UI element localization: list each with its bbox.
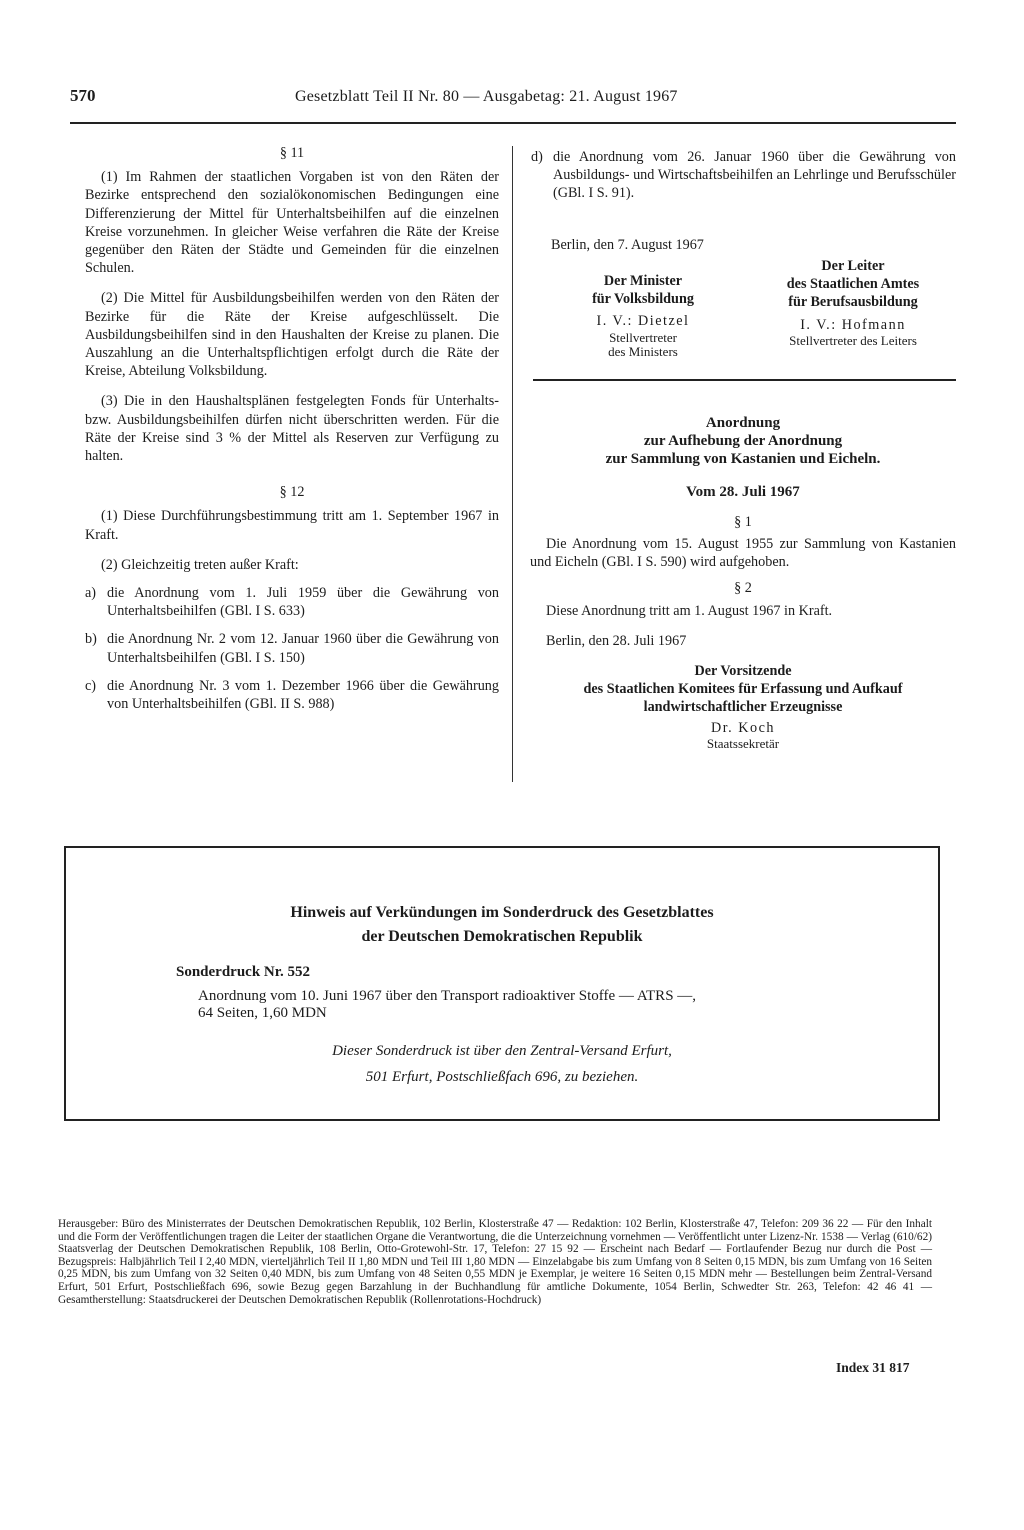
sig-title-2: des Staatlichen Amtes bbox=[786, 276, 920, 293]
section-12-paragraph-1: (1) Diese Durchführungsbestimmung tritt am 1. September 1967 in Kraft. bbox=[85, 508, 499, 543]
list-item bbox=[85, 630, 499, 666]
list-item bbox=[85, 584, 499, 620]
anordnung-title-1: Anordnung bbox=[705, 415, 781, 431]
sig-role-1: Stellvertreter bbox=[609, 329, 677, 345]
list-item-text: die Anordnung vom 26. Januar 1960 über die Gewährung von Ausbildungs- und Wirtschaftsbeihilfen an Lehrlinge und Berufsschüler (GBl. I S. 91). bbox=[553, 149, 956, 202]
list-item bbox=[85, 677, 499, 713]
anordnung-block bbox=[530, 414, 956, 751]
sig-title-2: für Volksbildung bbox=[592, 291, 694, 308]
imprint bbox=[58, 1218, 932, 1306]
list-item-label: c) bbox=[85, 677, 97, 694]
notice-italic-1: Dieser Sonderdruck ist über den Zentral-Versand Erfurt, bbox=[332, 1043, 672, 1059]
index-number: Index 31 817 bbox=[836, 1360, 910, 1375]
sonderdruck-notice-box bbox=[64, 846, 940, 1121]
list-item-label: a) bbox=[85, 585, 97, 602]
date-line-2: Berlin, den 28. Juli 1967 bbox=[546, 632, 687, 649]
list-item-text: die Anordnung Nr. 2 vom 12. Januar 1960 über die Gewährung von Unterhaltsbeihilfen (GBl. I S. 150) bbox=[107, 631, 499, 666]
header-rule bbox=[70, 122, 956, 124]
signature-minister bbox=[553, 272, 733, 359]
section-2-heading: § 2 bbox=[734, 580, 752, 597]
sig-role-2: des Ministers bbox=[608, 343, 678, 359]
sig2-role: Staatssekretär bbox=[706, 735, 780, 751]
section-11-paragraph-1: (1) Im Rahmen der staatlichen Vorgaben ist von den Räten der Bezirke entsprechend den sozialökonomischen Bedingungen eine Differenzierung der Mittel für Unterhaltsbeihilfen auf die einzelnen Kreise vorzunehmen. In gleicher Weise verfahren die Räte der Kreise gegenüber den Räten der Städte und Gemeinden für die einzelnen Schulen. bbox=[85, 169, 499, 277]
section-11-paragraph-3: (3) Die in den Haushaltsplänen festgelegten Fonds für Unterhalts- bzw. Ausbildungsbeihilfen dürfen nicht überschritten werden. Für die Räte der Kreise sind 3 % der Mittel als Reserven zur Verfügung zu halten. bbox=[85, 393, 499, 465]
section-11-heading: § 11 bbox=[279, 145, 305, 161]
sig-role: Stellvertreter des Leiters bbox=[789, 332, 917, 348]
sig-title-1: Der Leiter bbox=[821, 258, 885, 274]
anordnung-title-2: zur Aufhebung der Anordnung bbox=[643, 433, 843, 450]
column-divider bbox=[512, 146, 513, 782]
sig2-title-2: des Staatlichen Komitees für Erfassung und Aufkauf bbox=[583, 681, 903, 698]
sig2-title-1: Der Vorsitzende bbox=[694, 663, 792, 680]
section-12-heading: § 12 bbox=[279, 484, 305, 501]
running-head: Gesetzblatt Teil II Nr. 80 — Ausgabetag: 21. August 1967 bbox=[295, 88, 678, 105]
page-number: 570 bbox=[70, 86, 96, 105]
sig-name: I. V.: Hofmann bbox=[800, 316, 906, 333]
left-column bbox=[85, 144, 499, 713]
signature-amt bbox=[748, 257, 958, 348]
anordnung-date: Vom 28. Juli 1967 bbox=[686, 483, 800, 500]
notice-title-1: Hinweis auf Verkündungen im Sonderdruck des Gesetzblattes bbox=[290, 904, 714, 921]
notice-line-1: Anordnung vom 10. Juni 1967 über den Transport radioaktiver Stoffe — ATRS —, bbox=[198, 988, 697, 1004]
page-header bbox=[70, 86, 960, 110]
imprint-text: Herausgeber: Büro des Ministerrates der Deutschen Demokratischen Republik, 102 Berlin, Klosterstraße 47 — Redaktion: 102 Berlin, Klosterstraße 47, Telefon: 209 36 22 — Für den Inhalt und die Form der Veröffentlichungen tragen die Leiter der staatlichen Organe die Verantwortung, die die Unterzeichnung vornehmen — Veröffentlicht unter Lizenz-Nr. 1538 — Verlag (610/62) Staatsverlag der Deutschen Demokratischen Republik, 108 Berlin, Otto-Grotewohl-Str. 17, Telefon: 27 15 92 — Erscheint nach Bedarf — Fortlaufender Bezug nur durch die Post — Bezugspreis: Halbjährlich Teil I 2,40 MDN, vierteljährlich Teil II 1,80 MDN und Teil III 1,80 MDN — Einzelabgabe bis zum Umfang von 8 Seiten 0,15 MDN, bis zum Umfang von 16 Seiten 0,25 MDN, bis zum Umfang von 32 Seiten 0,40 MDN, bis zum Umfang von 48 Seiten 0,55 MDN je Exemplar, je weitere 16 Seiten 0,15 MDN mehr — Bestellungen beim Zentral-Versand Erfurt, 501 Erfurt, Postschließfach 696, sowie Bezug gegen Barzahlung in der Buchhandlung für amtliche Dokumente, 1054 Berlin, Schwedter Str. 263, Telefon: 42 46 41 — Gesamtherstellung: Staatsdruckerei der Deutschen Demokratischen Republik (Rollenrotations-Hochdruck) bbox=[58, 1218, 932, 1306]
date-line-1: Berlin, den 7. August 1967 bbox=[551, 237, 704, 253]
sig-name: I. V.: Dietzel bbox=[596, 313, 690, 330]
sig-title-1: Der Minister bbox=[603, 273, 683, 289]
section-2-text: Diese Anordnung tritt am 1. August 1967 in Kraft. bbox=[546, 602, 833, 619]
list-item-text: die Anordnung vom 1. Juli 1959 über die Gewährung von Unterhaltsbeihilfen (GBl. I S. 633) bbox=[107, 585, 499, 620]
section-11-paragraph-2: (2) Die Mittel für Ausbildungsbeihilfen werden von den Räten der Bezirke für die Räte der Kreise aufgeschlüsselt. Die Ausbildungsbeihilfen sind in den Haushalten der Kreise zu planen. Die Auszahlung an die Unterhaltspflichtigen erfolgt durch die Räte der Kreise, Abteilung Volksbildung. bbox=[85, 290, 499, 380]
sonderdruck-number: Sonderdruck Nr. 552 bbox=[176, 964, 311, 980]
list-item-label: d) bbox=[531, 149, 543, 165]
list-item-d bbox=[531, 148, 956, 203]
section-1-text: Die Anordnung vom 15. August 1955 zur Sammlung von Kastanien und Eicheln (GBl. I S. 590) wird aufgehoben. bbox=[530, 536, 956, 571]
notice-title-2: der Deutschen Demokratischen Republik bbox=[361, 928, 643, 945]
section-1-heading: § 1 bbox=[734, 513, 752, 530]
section-divider bbox=[533, 379, 956, 381]
section-12-paragraph-2: (2) Gleichzeitig treten außer Kraft: bbox=[101, 556, 299, 573]
sig2-title-3: landwirtschaftlicher Erzeugnisse bbox=[643, 699, 843, 716]
sig-title-3: für Berufsausbildung bbox=[788, 294, 918, 311]
list-item-text: die Anordnung Nr. 3 vom 1. Dezember 1966 über die Gewährung von Unterhaltsbeihilfen (GBl. II S. 988) bbox=[107, 677, 499, 713]
list-item-label: b) bbox=[85, 631, 97, 648]
notice-italic-2: 501 Erfurt, Postschließfach 696, zu beziehen. bbox=[365, 1069, 639, 1085]
sig2-name: Dr. Koch bbox=[710, 719, 775, 736]
notice-line-2: 64 Seiten, 1,60 MDN bbox=[198, 1005, 327, 1021]
anordnung-title-3: zur Sammlung von Kastanien und Eicheln. bbox=[605, 451, 881, 468]
